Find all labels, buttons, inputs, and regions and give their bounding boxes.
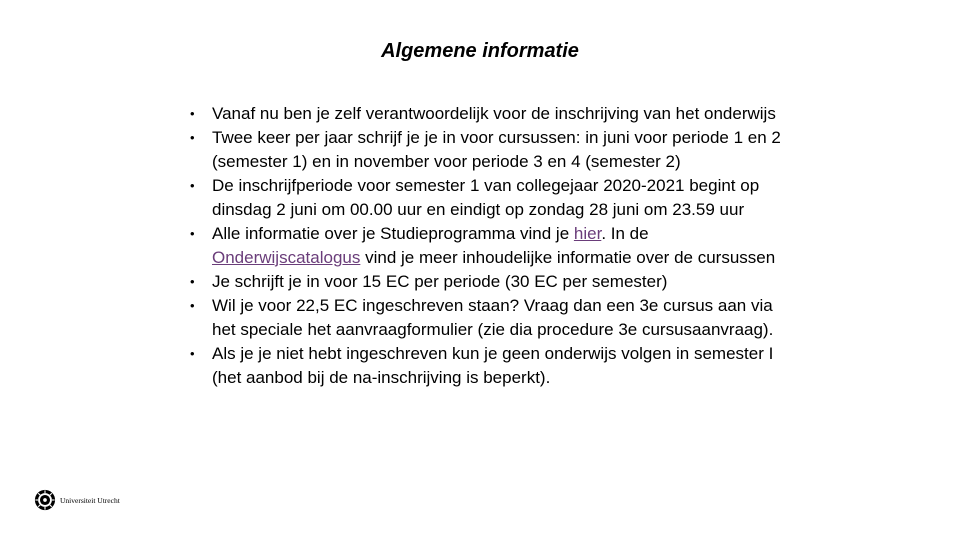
bullet-text-part: Alle informatie over je Studieprogramma vind je — [212, 224, 574, 243]
bullet-dot: • — [190, 130, 195, 145]
bullet-dot: • — [190, 346, 195, 361]
bullet-dot: • — [190, 298, 195, 313]
slide-title: Algemene informatie — [381, 40, 579, 62]
bullet-dot: • — [190, 226, 195, 241]
bullet-item — [190, 294, 790, 342]
bullet-list — [190, 102, 790, 390]
university-name: Universiteit Utrecht — [60, 495, 120, 505]
bullet-item — [190, 126, 790, 174]
bullet-text: Je schrijft je in voor 15 EC per periode (30 EC per semester) — [212, 272, 668, 291]
bullet-item — [190, 174, 790, 222]
bullet-text-part: vind je meer inhoudelijke informatie over de cursussen — [360, 248, 776, 267]
bullet-dot: • — [190, 274, 195, 289]
bullet-item — [190, 222, 790, 270]
studieprogramma-link[interactable]: hier — [573, 224, 602, 243]
bullet-item — [190, 342, 790, 390]
bullet-text: Twee keer per jaar schrijf je je in voor cursussen: in juni voor periode 1 en 2 (semester 1) en in november voor periode 3 en 4 (semester 2) — [212, 128, 781, 171]
bullet-dot: • — [190, 106, 195, 121]
bullet-text: Als je je niet hebt ingeschreven kun je geen onderwijs volgen in semester I (het aanbod bij de na-inschrijving is beperkt). — [212, 344, 774, 387]
bullet-text: De inschrijfperiode voor semester 1 van collegejaar 2020-2021 begint op dinsdag 2 juni om 00.00 uur en eindigt op zondag 28 juni om 23.59 uur — [212, 176, 760, 219]
bullet-dot: • — [190, 178, 195, 193]
bullet-text: Vanaf nu ben je zelf verantwoordelijk voor de inschrijving van het onderwijs — [212, 104, 776, 123]
bullet-text: Wil je voor 22,5 EC ingeschreven staan? Vraag dan een 3e cursus aan via het speciale het aanvraagformulier (zie dia procedure 3e cursusaanvraag). — [212, 296, 774, 339]
university-logo — [34, 488, 120, 512]
bullet-item — [190, 102, 790, 126]
bullet-item — [190, 270, 790, 294]
bullet-text-part: . In de — [601, 224, 649, 243]
onderwijscatalogus-link[interactable]: Onderwijscatalogus — [212, 248, 361, 267]
university-seal-icon — [34, 489, 56, 511]
